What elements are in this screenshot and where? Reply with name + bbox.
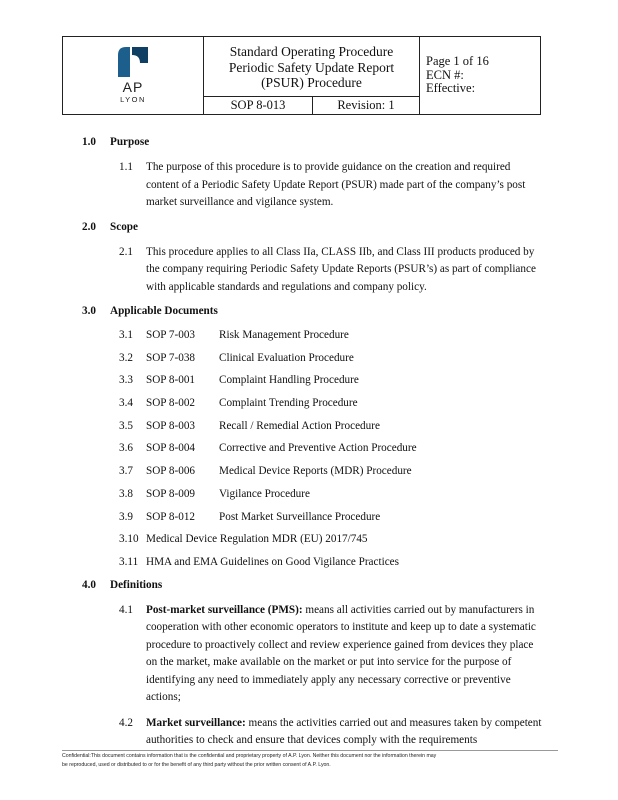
- item-number: 1.1: [119, 161, 133, 173]
- page-number: Page 1 of 16: [426, 54, 489, 68]
- sop-number: SOP 8-013: [204, 97, 313, 114]
- page-info-cell: [420, 37, 540, 114]
- item-number: 4.1: [119, 603, 133, 616]
- item-number: 3.5: [119, 419, 133, 432]
- document-code: SOP 8-012: [146, 510, 196, 523]
- document-title: Post Market Surveillance Procedure: [219, 510, 381, 523]
- document-title: Recall / Remedial Action Procedure: [219, 419, 380, 432]
- logo-cell: [63, 37, 204, 114]
- definition-term: Market surveillance:: [146, 716, 246, 729]
- effective-date: Effective:: [426, 81, 476, 95]
- definition-item: [119, 602, 542, 707]
- footer-divider: [62, 750, 558, 751]
- document-body: [82, 135, 542, 758]
- section-number: 3.0: [82, 305, 96, 317]
- section-title: Definitions: [110, 578, 163, 591]
- document-code: SOP 8-009: [146, 487, 196, 500]
- section-title: Purpose: [110, 136, 150, 148]
- item-number: 2.1: [119, 245, 133, 258]
- title-cell: [204, 37, 420, 114]
- item-number: 3.4: [119, 397, 133, 410]
- document-list-item: [119, 487, 542, 501]
- logo-text: [63, 80, 203, 104]
- item-number: 3.10: [119, 533, 139, 546]
- document-title: Vigilance Procedure: [219, 487, 310, 500]
- list-item: [119, 159, 542, 212]
- ap-lyon-logo-icon: [118, 47, 148, 77]
- document-title: Complaint Trending Procedure: [219, 397, 358, 410]
- footer-line-1: Confidential:This document contains information that is the confidential and proprietary property of A.P. Lyon. Neither this document nor the information therein may: [62, 753, 437, 759]
- footer-line-2: be reproduced, used or distributed to or for the benefit of any third party without the prior written consent of A.P. Lyon.: [62, 762, 331, 768]
- document-code: SOP 8-006: [146, 465, 196, 478]
- definition-term: Post-market surveillance (PMS):: [146, 603, 303, 616]
- document-list-item: [119, 555, 542, 569]
- section-number: 2.0: [82, 220, 96, 233]
- document-title: Clinical Evaluation Procedure: [219, 351, 354, 364]
- document-list-item: [119, 328, 542, 342]
- document-title: Medical Device Reports (MDR) Procedure: [219, 465, 412, 478]
- document-code: SOP 8-002: [146, 397, 196, 410]
- definition-text: means the activities carried out and measures taken by competent authorities to check and ensure that devices comply with the requirements: [146, 716, 542, 747]
- document-list-item: [119, 441, 542, 455]
- section-number: 4.0: [82, 578, 96, 591]
- section-title: Scope: [110, 220, 138, 233]
- document-list-item: [119, 396, 542, 410]
- document-title: [204, 37, 419, 96]
- document-code: SOP 8-001: [146, 374, 196, 387]
- item-number: 3.7: [119, 465, 133, 478]
- document-title: Risk Management Procedure: [219, 329, 349, 341]
- title-line-2: Periodic Safety Update Report: [228, 59, 395, 75]
- item-number: 3.11: [119, 555, 139, 568]
- document-list-item: [119, 373, 542, 387]
- revision: Revision: 1: [337, 98, 395, 112]
- definition-text: means all activities carried out by manufacturers in cooperation with other economic operators to institute and keep up to date a systematic procedure to proactively collect and review experience gained from devices they place on the market, make available on the market or put into service for the purpose of identifying any need to immediately apply any necessary corrective or preventive actions;: [146, 603, 536, 704]
- section-heading-scope: [82, 220, 542, 234]
- document-code: SOP 8-003: [146, 419, 196, 432]
- item-text: This procedure applies to all Class IIa, CLASS IIb, and Class III products produced by the company requiring Periodic Safety Update Reports (PSUR’s) as part of compliance with applicable standards and regulations and company policy.: [146, 245, 536, 293]
- logo-ap: AP: [122, 79, 144, 95]
- ecn-number: ECN #:: [426, 67, 464, 82]
- title-line-3: (PSUR) Procedure: [261, 75, 362, 91]
- sop-row: [204, 96, 419, 114]
- title-line-1: Standard Operating Procedure: [229, 44, 394, 60]
- section-number: 1.0: [82, 136, 96, 148]
- document-title: Corrective and Preventive Action Procedure: [219, 442, 417, 455]
- document-list-item: [119, 351, 542, 365]
- section-heading-definitions: [82, 578, 542, 592]
- item-text: The purpose of this procedure is to provide guidance on the creation and required content of a Periodic Safety Update Report (PSUR) made part of the company’s post market surveillance and vigilance system.: [146, 161, 526, 208]
- document-code: SOP 7-003: [146, 329, 196, 341]
- document-header: [62, 36, 541, 115]
- confidentiality-footer: [62, 752, 558, 770]
- document-list-item: [119, 464, 542, 478]
- section-heading-purpose: [82, 135, 542, 149]
- definition-item: [119, 715, 542, 750]
- item-number: 4.2: [119, 716, 133, 729]
- document-title: Complaint Handling Procedure: [219, 374, 359, 387]
- document-title: Medical Device Regulation MDR (EU) 2017/745: [146, 533, 368, 546]
- list-item: [119, 244, 542, 297]
- item-number: 3.8: [119, 487, 133, 500]
- document-list-item: [119, 419, 542, 433]
- section-title: Applicable Documents: [110, 305, 218, 317]
- item-text: [146, 715, 542, 750]
- item-number: 3.9: [119, 510, 133, 523]
- item-text: [146, 602, 542, 707]
- document-list-item: [119, 532, 542, 546]
- document-title: HMA and EMA Guidelines on Good Vigilance Practices: [146, 555, 399, 568]
- document-code: SOP 8-004: [146, 442, 196, 455]
- item-number: 3.2: [119, 351, 133, 364]
- item-number: 3.1: [119, 329, 133, 341]
- item-number: 3.6: [119, 442, 133, 455]
- logo-lyon: LYON: [120, 95, 146, 104]
- item-number: 3.3: [119, 374, 133, 387]
- document-list-item: [119, 510, 542, 524]
- section-heading-documents: [82, 304, 542, 318]
- document-code: SOP 7-038: [146, 351, 196, 364]
